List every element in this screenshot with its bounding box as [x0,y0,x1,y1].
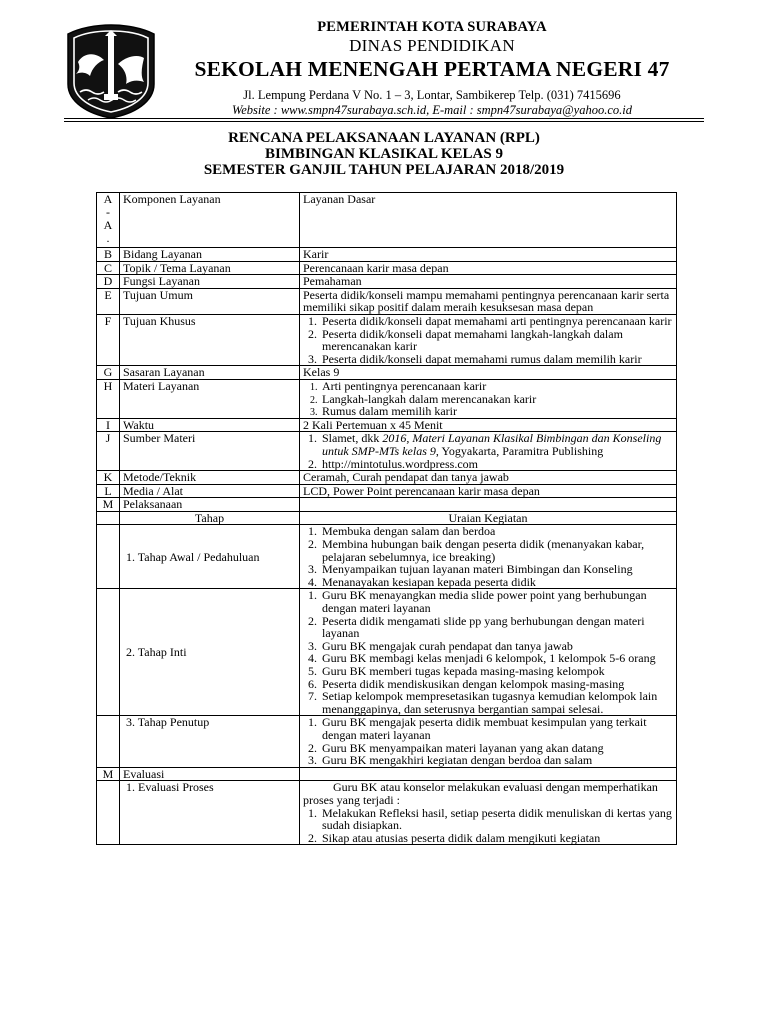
list-item: 1. Guru BK mengajak peserta didik membuat kesimpulan yang terkait dengan materi layanan [320,716,673,741]
table-row [97,525,677,589]
list-item [320,432,673,457]
table-row [97,781,677,845]
list-item: 1. Guru BK menayangkan media slide power point yang berhubungan dengan materi layanan [320,589,673,614]
table-row [97,767,677,781]
list-item: 6. Peserta didik mendiskusikan dengan kelompok masing-masing [320,678,673,691]
row-letter: E [97,288,120,314]
rpl-table [96,192,677,845]
source-author: Slamet, dkk [322,431,383,446]
table-row [97,261,677,275]
row-letter: K [97,471,120,485]
row-letter: H [97,379,120,418]
row-label: Materi Layanan [120,379,300,418]
process-evaluation-label: 1. Evaluasi Proses [120,781,300,845]
row-value: Kelas 9 [300,366,677,380]
row-value: Ceramah, Curah pendapat dan tanya jawab [300,471,677,485]
row-letter: I [97,418,120,432]
table-row [97,366,677,380]
list-item: 2. Langkah-langkah dalam merencanakan karir [320,393,673,406]
table-row [97,511,677,525]
row-value [300,767,677,781]
specific-goals-list [303,315,673,365]
row-label: Metode/Teknik [120,471,300,485]
source-publisher: , Yogyakarta, Paramitra Publishing [435,443,604,458]
list-item: 1. Arti pentingnya perencanaan karir [320,380,673,393]
school-name: SEKOLAH MENENGAH PERTAMA NEGERI 47 [194,57,670,81]
table-row [97,418,677,432]
list-item: 1. Peserta didik/konseli dapat memahami arti pentingnya perencanaan karir [320,315,673,328]
row-letter: D [97,275,120,289]
row-label: Bidang Layanan [120,248,300,262]
row-letter [97,193,120,248]
stage-opening-label: 1. Tahap Awal / Pedahuluan [120,525,300,589]
table-row [97,589,677,716]
row-label: Waktu [120,418,300,432]
core-activities-list [303,589,673,715]
opening-activities-list [303,525,673,588]
list-item: 3. Peserta didik/konseli dapat memahami rumus dalam memilih karir [320,353,673,366]
row-value: LCD, Power Point perencanaan karir masa depan [300,484,677,498]
stage-closing-label: 3. Tahap Penutup [120,716,300,767]
table-row [97,248,677,262]
stage-core-label: 2. Tahap Inti [120,589,300,716]
list-item: 2. Peserta didik mengamati slide pp yang berhubungan dengan materi layanan [320,615,673,640]
stage-closing-activities [300,716,677,767]
school-contact: Website : www.smpn47surabaya.sch.id, E-mail : smpn47surabaya@yahoo.co.id [231,103,633,117]
letterhead [160,18,704,117]
closing-activities-list [303,716,673,766]
row-label: Tujuan Khusus [120,314,300,365]
letterhead-rule-thin [64,121,704,122]
list-item: 7. Setiap kelompok mempresetasikan tugasnya kemudian kelompok lain menanggapinya, dan seterusnya bergantian sampai selesai. [320,690,673,715]
table-row [97,432,677,471]
row-letter: M [97,767,120,781]
title-line-1: RENCANA PELAKSANAAN LAYANAN (RPL) [228,130,540,146]
row-letter-part: A [103,192,113,206]
sources-list [303,432,673,470]
list-item: 1. Membuka dengan salam dan berdoa [320,525,673,538]
row-label: Sasaran Layanan [120,366,300,380]
school-address: Jl. Lempung Perdana V No. 1 – 3, Lontar, Sambikerep Telp. (031) 7415696 [243,88,621,102]
government-name: PEMERINTAH KOTA SURABAYA [317,19,547,35]
list-item: 2. Peserta didik/konseli dapat memahami langkah-langkah dalam merencanakan karir [320,328,673,353]
table-row [97,471,677,485]
list-item: 2. Membina hubungan baik dengan peserta didik (menanyakan kabar, pelajaran sebelumnya, ice breaking) [320,538,673,563]
table-row [97,275,677,289]
row-label: Komponen Layanan [120,193,300,248]
list-item: 3. Guru BK mengajak curah pendapat dan tanya jawab [320,640,673,653]
list-item: 2. Sikap atau atusias peserta didik dalam mengikuti kegiatan [320,832,673,845]
row-label: Topik / Tema Layanan [120,261,300,275]
row-value [300,498,677,512]
row-letter: B [97,248,120,262]
table-row [97,484,677,498]
list-item: 1. Melakukan Refleksi hasil, setiap peserta didik menuliskan di kertas yang sudah disiapkan. [320,807,673,832]
document-title [64,130,704,178]
materials-list [303,380,673,418]
row-label: Pelaksanaan [120,498,300,512]
row-value [300,314,677,365]
row-letter: M [97,498,120,512]
row-value: Layanan Dasar [300,193,677,248]
table-row [97,498,677,512]
process-evaluation-content [300,781,677,845]
list-item: 3. Guru BK mengakhiri kegiatan dengan berdoa dan salam [320,754,673,767]
row-value: Peserta didik/konseli mampu memahami pentingnya perencanaan karir serta memiliki sikap positif dalam meraih kesuksesan masa depan [300,288,677,314]
row-label: Media / Alat [120,484,300,498]
row-value: Pemahaman [300,275,677,289]
row-label: Evaluasi [120,767,300,781]
row-letter [97,716,120,767]
list-item: 2. http://mintotulus.wordpress.com [320,458,673,471]
row-letter: G [97,366,120,380]
source-title: 2016, Materi Layanan Klasikal Bimbingan dan Konseling untuk SMP-MTs kelas 9 [322,431,662,458]
list-item: 4. Menanayakan kesiapan kepada peserta didik [320,576,673,589]
row-letter: L [97,484,120,498]
row-label: Fungsi Layanan [120,275,300,289]
process-evaluation-list [303,807,673,845]
table-row [97,288,677,314]
row-label: Sumber Materi [120,432,300,471]
row-value: 2 Kali Pertemuan x 45 Menit [300,418,677,432]
list-item: 3. Rumus dalam memilih karir [320,405,673,418]
table-row [97,314,677,365]
row-letter: J [97,432,120,471]
row-letter-part: - [106,205,110,219]
row-value [300,379,677,418]
rpl-table-wrapper [96,192,676,845]
row-label: Tujuan Umum [120,288,300,314]
process-evaluation-intro: Guru BK atau konselor melakukan evaluasi dengan memperhatikan proses yang terjadi : [303,780,658,807]
stage-column-header: Tahap [120,511,300,525]
list-item: 2. Guru BK menyampaikan materi layanan yang akan datang [320,742,673,755]
stage-opening-activities [300,525,677,589]
row-letter [97,525,120,589]
row-value: Karir [300,248,677,262]
title-line-2: BIMBINGAN KLASIKAL KELAS 9 [265,146,503,162]
row-letter: F [97,314,120,365]
agency-name: DINAS PENDIDIKAN [349,36,515,55]
stage-core-activities [300,589,677,716]
list-item: 4. Guru BK membagi kelas menjadi 6 kelompok, 1 kelompok 5-6 orang [320,652,673,665]
letterhead-rule-thick [64,118,704,119]
row-letter-part: A [103,218,113,232]
row-letter [97,511,120,525]
list-item: 5. Guru BK memberi tugas kepada masing-masing kelompok [320,665,673,678]
row-value: Perencanaan karir masa depan [300,261,677,275]
row-letter: C [97,261,120,275]
row-letter-part: . [106,231,110,245]
activity-column-header: Uraian Kegiatan [300,511,677,525]
row-letter [97,589,120,716]
table-row [97,716,677,767]
title-line-3: SEMESTER GANJIL TAHUN PELAJARAN 2018/2019 [203,162,565,178]
list-item: 3. Menyampaikan tujuan layanan materi Bimbingan dan Konseling [320,563,673,576]
row-value [300,432,677,471]
table-row [97,379,677,418]
table-row [97,193,677,248]
row-letter [97,781,120,845]
city-crest-logo [64,22,158,120]
